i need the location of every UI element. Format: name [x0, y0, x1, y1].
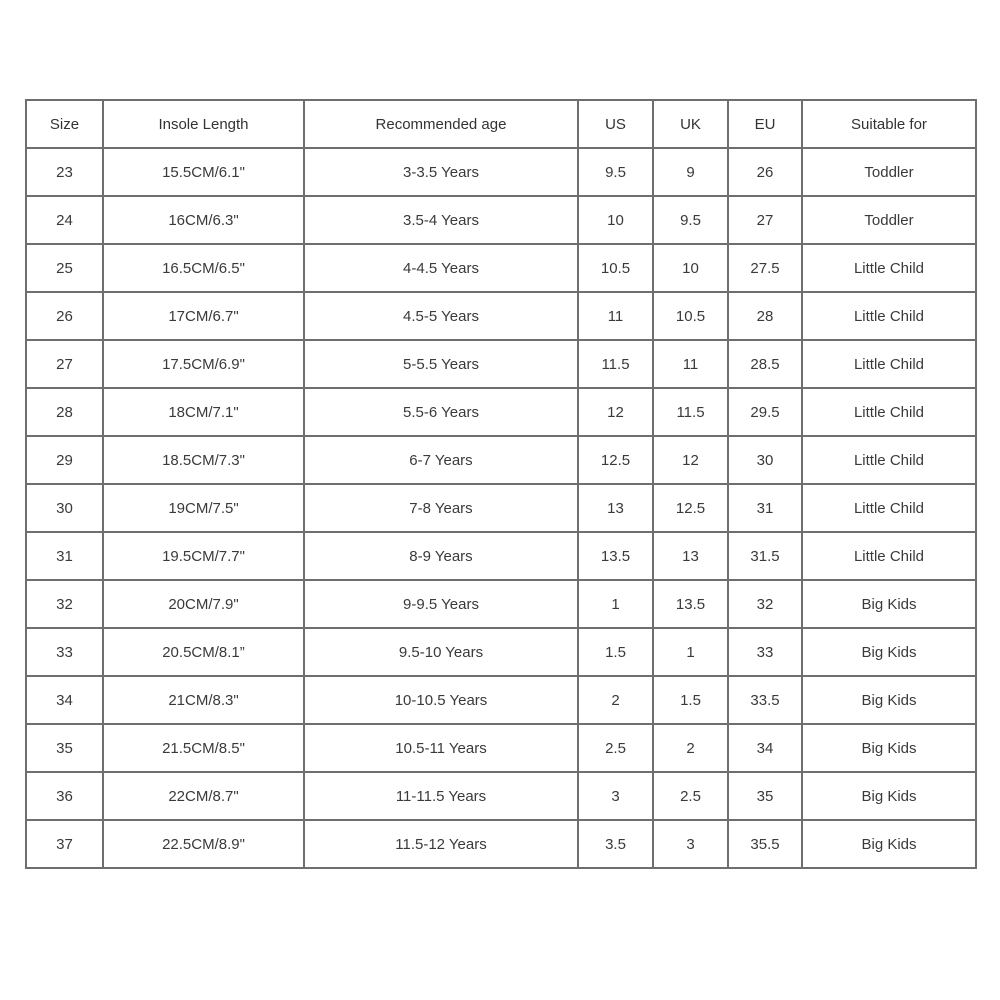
cell-size: 33 [26, 628, 103, 676]
cell-us: 2.5 [578, 724, 653, 772]
cell-eu: 29.5 [728, 388, 802, 436]
cell-uk: 11.5 [653, 388, 728, 436]
table-row [26, 292, 976, 340]
cell-insole-length: 17.5CM/6.9" [103, 340, 304, 388]
cell-uk: 11 [653, 340, 728, 388]
cell-recommended-age: 11.5-12 Years [304, 820, 578, 868]
table-row [26, 436, 976, 484]
cell-us: 11.5 [578, 340, 653, 388]
cell-us: 12.5 [578, 436, 653, 484]
cell-eu: 28.5 [728, 340, 802, 388]
table-row [26, 388, 976, 436]
table-row [26, 772, 976, 820]
cell-size: 26 [26, 292, 103, 340]
cell-us: 13 [578, 484, 653, 532]
cell-size: 35 [26, 724, 103, 772]
cell-suitable-for: Little Child [802, 484, 976, 532]
cell-recommended-age: 10.5-11 Years [304, 724, 578, 772]
cell-recommended-age: 4.5-5 Years [304, 292, 578, 340]
table-row [26, 340, 976, 388]
cell-eu: 31 [728, 484, 802, 532]
cell-recommended-age: 7-8 Years [304, 484, 578, 532]
column-header-uk: UK [653, 100, 728, 148]
cell-eu: 33 [728, 628, 802, 676]
cell-insole-length: 22.5CM/8.9" [103, 820, 304, 868]
cell-insole-length: 16CM/6.3" [103, 196, 304, 244]
column-header-insole-length: Insole Length [103, 100, 304, 148]
cell-size: 29 [26, 436, 103, 484]
table-row [26, 244, 976, 292]
cell-us: 10.5 [578, 244, 653, 292]
cell-us: 3.5 [578, 820, 653, 868]
column-header-us: US [578, 100, 653, 148]
table-header [26, 100, 976, 148]
cell-eu: 27 [728, 196, 802, 244]
cell-suitable-for: Little Child [802, 292, 976, 340]
cell-eu: 32 [728, 580, 802, 628]
cell-uk: 1.5 [653, 676, 728, 724]
cell-insole-length: 18.5CM/7.3" [103, 436, 304, 484]
cell-uk: 3 [653, 820, 728, 868]
cell-uk: 13 [653, 532, 728, 580]
cell-size: 25 [26, 244, 103, 292]
cell-recommended-age: 11-11.5 Years [304, 772, 578, 820]
cell-recommended-age: 5.5-6 Years [304, 388, 578, 436]
cell-size: 27 [26, 340, 103, 388]
table-row [26, 820, 976, 868]
size-chart-table [25, 99, 977, 869]
cell-suitable-for: Big Kids [802, 580, 976, 628]
cell-uk: 2.5 [653, 772, 728, 820]
cell-eu: 27.5 [728, 244, 802, 292]
cell-suitable-for: Little Child [802, 532, 976, 580]
cell-uk: 12.5 [653, 484, 728, 532]
cell-recommended-age: 5-5.5 Years [304, 340, 578, 388]
cell-eu: 28 [728, 292, 802, 340]
cell-recommended-age: 4-4.5 Years [304, 244, 578, 292]
table-row [26, 196, 976, 244]
cell-size: 30 [26, 484, 103, 532]
cell-us: 3 [578, 772, 653, 820]
cell-recommended-age: 10-10.5 Years [304, 676, 578, 724]
table-row [26, 580, 976, 628]
cell-size: 32 [26, 580, 103, 628]
cell-size: 31 [26, 532, 103, 580]
cell-suitable-for: Little Child [802, 436, 976, 484]
cell-us: 11 [578, 292, 653, 340]
column-header-eu: EU [728, 100, 802, 148]
cell-eu: 35.5 [728, 820, 802, 868]
cell-recommended-age: 8-9 Years [304, 532, 578, 580]
cell-recommended-age: 9.5-10 Years [304, 628, 578, 676]
cell-insole-length: 19.5CM/7.7" [103, 532, 304, 580]
cell-eu: 34 [728, 724, 802, 772]
cell-suitable-for: Big Kids [802, 628, 976, 676]
table-row [26, 724, 976, 772]
cell-uk: 10.5 [653, 292, 728, 340]
cell-recommended-age: 9-9.5 Years [304, 580, 578, 628]
table-body [26, 148, 976, 868]
table-row [26, 484, 976, 532]
cell-uk: 12 [653, 436, 728, 484]
cell-size: 37 [26, 820, 103, 868]
cell-recommended-age: 3.5-4 Years [304, 196, 578, 244]
cell-suitable-for: Big Kids [802, 724, 976, 772]
cell-eu: 30 [728, 436, 802, 484]
cell-insole-length: 19CM/7.5" [103, 484, 304, 532]
cell-uk: 10 [653, 244, 728, 292]
cell-us: 1 [578, 580, 653, 628]
cell-insole-length: 18CM/7.1" [103, 388, 304, 436]
cell-us: 2 [578, 676, 653, 724]
cell-uk: 2 [653, 724, 728, 772]
cell-insole-length: 21CM/8.3" [103, 676, 304, 724]
column-header-suitable-for: Suitable for [802, 100, 976, 148]
table-row [26, 532, 976, 580]
column-header-size: Size [26, 100, 103, 148]
cell-suitable-for: Little Child [802, 244, 976, 292]
column-header-recommended-age: Recommended age [304, 100, 578, 148]
cell-us: 12 [578, 388, 653, 436]
table-row [26, 676, 976, 724]
cell-suitable-for: Toddler [802, 196, 976, 244]
cell-suitable-for: Little Child [802, 388, 976, 436]
cell-size: 23 [26, 148, 103, 196]
cell-size: 34 [26, 676, 103, 724]
cell-suitable-for: Big Kids [802, 772, 976, 820]
cell-eu: 33.5 [728, 676, 802, 724]
cell-eu: 35 [728, 772, 802, 820]
cell-eu: 31.5 [728, 532, 802, 580]
table-row [26, 628, 976, 676]
cell-insole-length: 22CM/8.7" [103, 772, 304, 820]
table-row [26, 148, 976, 196]
cell-insole-length: 21.5CM/8.5" [103, 724, 304, 772]
cell-size: 36 [26, 772, 103, 820]
cell-uk: 1 [653, 628, 728, 676]
cell-uk: 9 [653, 148, 728, 196]
cell-us: 1.5 [578, 628, 653, 676]
cell-insole-length: 17CM/6.7" [103, 292, 304, 340]
cell-uk: 13.5 [653, 580, 728, 628]
cell-uk: 9.5 [653, 196, 728, 244]
cell-insole-length: 15.5CM/6.1" [103, 148, 304, 196]
cell-insole-length: 20CM/7.9" [103, 580, 304, 628]
cell-us: 13.5 [578, 532, 653, 580]
cell-us: 9.5 [578, 148, 653, 196]
cell-suitable-for: Toddler [802, 148, 976, 196]
cell-insole-length: 20.5CM/8.1” [103, 628, 304, 676]
cell-suitable-for: Big Kids [802, 676, 976, 724]
cell-recommended-age: 6-7 Years [304, 436, 578, 484]
cell-recommended-age: 3-3.5 Years [304, 148, 578, 196]
cell-suitable-for: Big Kids [802, 820, 976, 868]
cell-size: 24 [26, 196, 103, 244]
header-row [26, 100, 976, 148]
cell-insole-length: 16.5CM/6.5" [103, 244, 304, 292]
cell-size: 28 [26, 388, 103, 436]
cell-us: 10 [578, 196, 653, 244]
cell-suitable-for: Little Child [802, 340, 976, 388]
cell-eu: 26 [728, 148, 802, 196]
